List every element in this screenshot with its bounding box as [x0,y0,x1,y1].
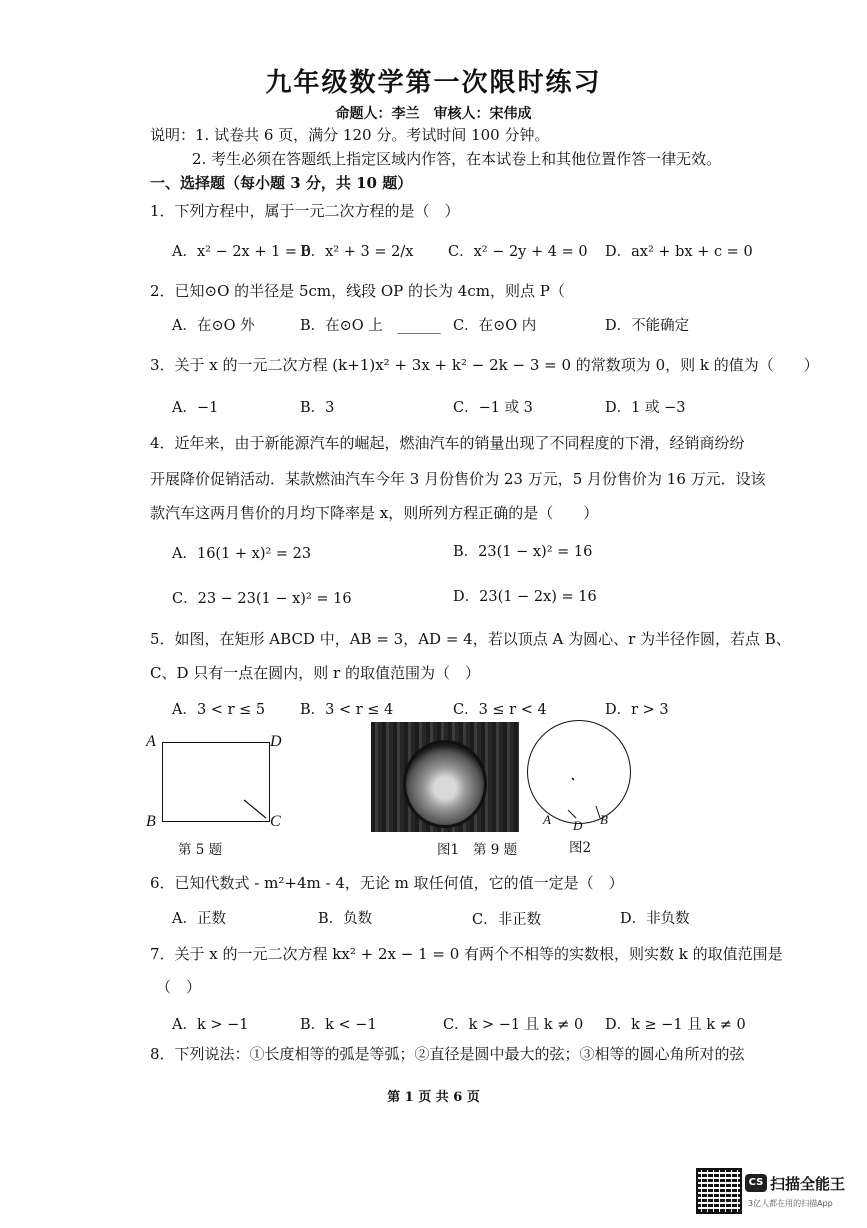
question-7-line-2: （ ） [156,978,202,996]
question-5-option-d: D．r > 3 [605,702,669,718]
caption-question-5: 第 5 题 [178,842,223,858]
question-1-option-b: B．x² + 3 = 2/x [300,244,414,260]
caption-figure-1: 图1 [437,842,460,858]
question-7-option-d: D．k ≥ −1 且 k ≠ 0 [605,1017,746,1033]
rect-label-c: C [270,813,281,830]
rect-label-a: A [146,733,156,750]
circle-label-d: D [573,818,583,833]
question-6-stem: 6．已知代数式 - m²+4m - 4，无论 m 取任何值，它的值一定是（ ） [150,874,624,892]
question-1-stem: 1．下列方程中，属于一元二次方程的是（ ） [150,202,460,220]
question-2-option-c: C．在⊙O 内 [453,318,537,334]
question-2-option-b: B．在⊙O 上 ______ [300,318,441,334]
rect-label-d: D [270,733,282,750]
question-3-option-c: C．−1 或 3 [453,400,533,416]
scanner-tagline: 3亿人都在用的扫描App [748,1199,833,1208]
question-5-option-a: A．3 < r ≤ 5 [172,702,266,718]
question-2-option-a: A．在⊙O 外 [172,318,255,334]
moon-gate-photo [371,722,519,832]
question-4-option-a: A．16(1 + x)² = 23 [172,546,312,562]
arc-mark [240,780,270,822]
question-2-stem: 2．已知⊙O 的半径是 5cm，线段 OP 的长为 4cm，则点 P（ [150,282,565,300]
question-5-option-b: B．3 < r ≤ 4 [300,702,394,718]
question-3-option-d: D．1 或 −3 [605,400,686,416]
question-6-option-d: D．非负数 [620,911,690,927]
camscanner-logo: CS [745,1174,767,1192]
chord-marks [560,770,620,820]
caption-figure-2: 图2 [569,840,592,856]
circle-label-b: B [600,812,608,827]
question-8-stem: 8．下列说法：①长度相等的弧是等弧；②直径是圆中最大的弦；③相等的圆心角所对的弦 [150,1045,745,1063]
question-1-option-d: D．ax² + bx + c = 0 [605,244,753,260]
page-number: 第 1 页 共 6 页 [387,1090,480,1105]
question-4-option-b: B．23(1 − x)² = 16 [453,544,593,560]
caption-question-9: 第 9 题 [473,842,518,858]
page-title: 九年级数学第一次限时练习 [265,68,602,98]
note-2: 2. 考生必须在答题纸上指定区域内作答，在本试卷上和其他位置作答一律无效。 [192,150,722,168]
question-5-line-2: C、D 只有一点在圆内，则 r 的取值范围为（ ） [150,664,480,682]
authors-line: 命题人：李兰 审核人：宋伟成 [335,106,532,122]
rect-label-b: B [146,813,156,830]
question-3-option-b: B．3 [300,400,335,416]
note-1: 说明：1. 试卷共 6 页，满分 120 分。考试时间 100 分钟。 [150,126,550,144]
question-4-option-d: D．23(1 − 2x) = 16 [453,589,597,605]
question-3-stem: 3．关于 x 的一元二次方程 (k+1)x² + 3x + k² − 2k − 3 = 0 的常数项为 0，则 k 的值为（ ） [150,356,819,374]
qr-code-icon [696,1168,742,1214]
question-5-line-1: 5．如图，在矩形 ABCD 中，AB = 3，AD = 4，若以顶点 A 为圆心、r 为半径作圆，若点 B、 [150,630,791,648]
circle-label-a: A [543,812,551,827]
question-1-option-a: A．x² − 2x + 1 = 0 [172,244,311,260]
question-7-option-c: C．k > −1 且 k ≠ 0 [443,1017,584,1033]
question-6-option-a: A．正数 [172,911,226,927]
question-3-option-a: A．−1 [172,400,219,416]
question-6-option-c: C．非正数 [472,912,542,928]
question-4-option-c: C．23 − 23(1 − x)² = 16 [172,591,352,607]
question-4-line-3: 款汽车这两月售价的月均下降率是 x，则所列方程正确的是（ ） [150,504,599,522]
question-6-option-b: B．负数 [318,911,373,927]
section-heading: 一、选择题（每小题 3 分，共 10 题） [150,174,413,192]
question-4-line-2: 开展降价促销活动．某款燃油汽车今年 3 月份售价为 23 万元，5 月份售价为 16 万元．设该 [150,470,766,488]
question-7-option-a: A．k > −1 [172,1017,249,1033]
question-7-line-1: 7．关于 x 的一元二次方程 kx² + 2x − 1 = 0 有两个不相等的实数根，则实数 k 的取值范围是 [150,945,783,963]
question-1-option-c: C．x² − 2y + 4 = 0 [448,244,588,260]
photo-round-arch [403,740,487,828]
question-5-option-c: C．3 ≤ r < 4 [453,702,547,718]
question-7-option-b: B．k < −1 [300,1017,377,1033]
question-4-line-1: 4．近年来，由于新能源汽车的崛起，燃油汽车的销量出现了不同程度的下滑，经销商纷纷 [150,434,745,452]
question-2-option-d: D．不能确定 [605,318,690,334]
scanner-app-name: 扫描全能王 [770,1175,846,1193]
